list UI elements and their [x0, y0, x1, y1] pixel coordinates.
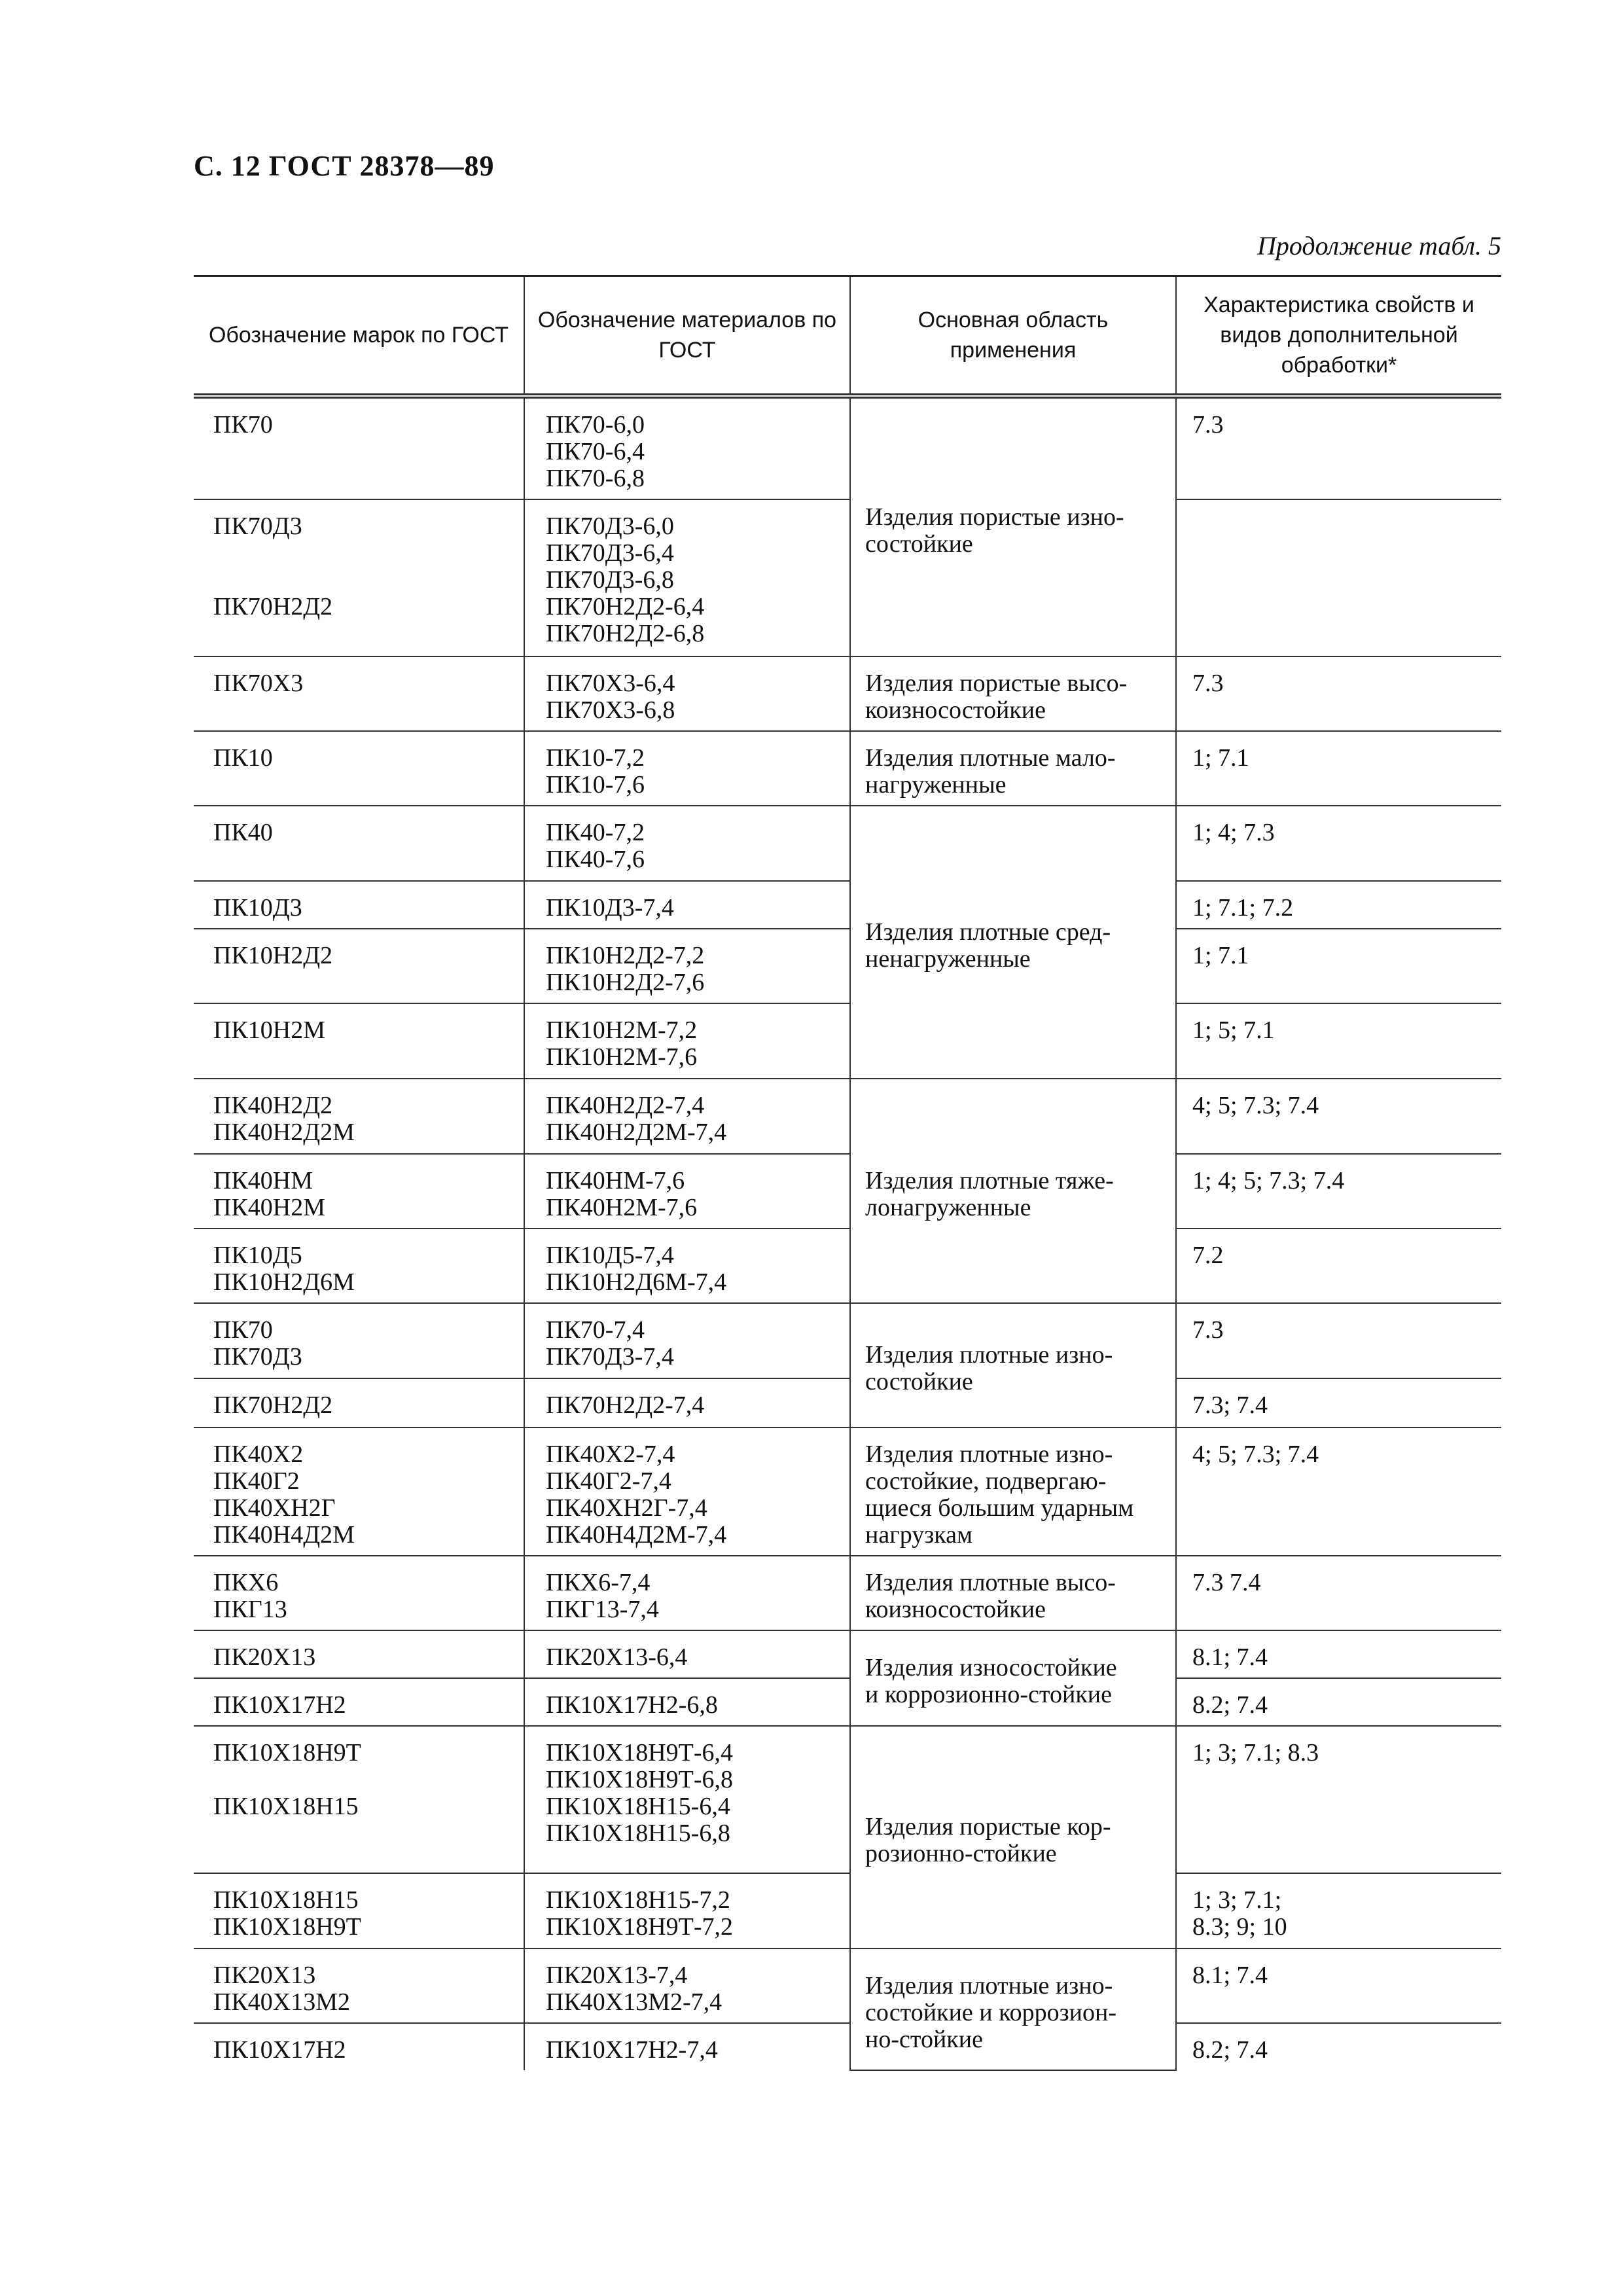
mark-cell: ПК70Д3 ПК70Н2Д2	[194, 499, 524, 656]
table-row	[194, 929, 1501, 1003]
materials-cell: ПК10Н2М-7,2 ПК10Н2М-7,6	[524, 1003, 850, 1079]
table-row	[194, 1154, 1501, 1229]
materials-cell: ПК10Х17Н2-6,8	[524, 1678, 850, 1726]
properties-cell: 4; 5; 7.3; 7.4	[1176, 1427, 1501, 1556]
table-row	[194, 1229, 1501, 1303]
properties-cell: 7.3 7.4	[1176, 1556, 1501, 1630]
application-text: Изделия плотные изно- состойкие	[865, 1341, 1113, 1395]
mark-cell: ПК20Х13 ПК40Х13М2	[194, 1948, 524, 2023]
column-header-materials: Обозначение материалов по ГОСТ	[524, 276, 850, 397]
materials-cell: ПК10-7,2 ПК10-7,6	[524, 731, 850, 806]
table-row	[194, 806, 1501, 881]
properties-cell: 8.2; 7.4	[1176, 2023, 1501, 2070]
column-header-application: Основная область применения	[850, 276, 1176, 397]
table-row	[194, 396, 1501, 499]
properties-cell: 7.3; 7.4	[1176, 1378, 1501, 1427]
table-row	[194, 731, 1501, 806]
column-header-mark: Обозначение марок по ГОСТ	[194, 276, 524, 397]
materials-cell: ПК10Д3-7,4	[524, 881, 850, 929]
materials-cell: ПК70Н2Д2-7,4	[524, 1378, 850, 1427]
page-header: С. 12 ГОСТ 28378—89	[194, 150, 495, 182]
application-text: Изделия плотные мало- нагруженные	[865, 744, 1116, 798]
application-cell	[850, 656, 1176, 731]
table-row	[194, 881, 1501, 929]
properties-cell: 1; 4; 7.3	[1176, 806, 1501, 881]
mark-cell: ПК10Н2Д2	[194, 929, 524, 1003]
mark-cell: ПК10Н2М	[194, 1003, 524, 1079]
table-row	[194, 1003, 1501, 1079]
application-cell	[850, 1948, 1176, 2070]
materials-cell: ПК40Х2-7,4 ПК40Г2-7,4 ПК40ХН2Г-7,4 ПК40Н4Д2М-7,4	[524, 1427, 850, 1556]
mark-cell: ПК10Х18Н15 ПК10Х18Н9Т	[194, 1873, 524, 1948]
properties-cell: 8.1; 7.4	[1176, 1948, 1501, 2023]
application-text: Изделия плотные тяже- лонагруженные	[865, 1166, 1114, 1221]
application-text: Изделия плотные высо- коизносостойкие	[865, 1569, 1116, 1623]
mark-cell: ПК10	[194, 731, 524, 806]
table-row	[194, 1556, 1501, 1630]
materials-cell: ПК20Х13-6,4	[524, 1630, 850, 1678]
column-header-properties: Характеристика свойств и видов дополнительной обработки*	[1176, 276, 1501, 397]
mark-cell: ПК40Х2 ПК40Г2 ПК40ХН2Г ПК40Н4Д2М	[194, 1427, 524, 1556]
properties-cell: 1; 7.1	[1176, 731, 1501, 806]
application-text: Изделия износостойкие и коррозионно-стойкие	[865, 1654, 1117, 1708]
properties-cell: 4; 5; 7.3; 7.4	[1176, 1079, 1501, 1154]
materials-cell: ПК10Х18Н9Т-6,4 ПК10Х18Н9Т-6,8 ПК10Х18Н15-6,4 ПК10Х18Н15-6,8	[524, 1726, 850, 1873]
application-cell	[850, 731, 1176, 806]
application-cell	[850, 1427, 1176, 1556]
mark-cell: ПК20Х13	[194, 1630, 524, 1678]
materials-cell: ПК40НМ-7,6 ПК40Н2М-7,6	[524, 1154, 850, 1229]
table-header-row	[194, 276, 1501, 397]
materials-cell: ПК70-7,4 ПК70Д3-7,4	[524, 1303, 850, 1378]
materials-table	[194, 275, 1501, 2071]
properties-cell: 1; 4; 5; 7.3; 7.4	[1176, 1154, 1501, 1229]
mark-cell: ПК40НМ ПК40Н2М	[194, 1154, 524, 1229]
application-cell	[850, 1303, 1176, 1427]
materials-cell: ПК10Н2Д2-7,2 ПК10Н2Д2-7,6	[524, 929, 850, 1003]
mark-cell: ПК40	[194, 806, 524, 881]
application-text: Изделия пористые высо- коизносостойкие	[865, 670, 1128, 724]
mark-cell: ПК70Н2Д2	[194, 1378, 524, 1427]
properties-cell: 7.3	[1176, 396, 1501, 499]
table-row	[194, 656, 1501, 731]
properties-cell: 7.2	[1176, 1229, 1501, 1303]
application-text: Изделия пористые изно- состойкие	[865, 503, 1124, 558]
properties-cell: 7.3	[1176, 1303, 1501, 1378]
properties-cell: 8.1; 7.4	[1176, 1630, 1501, 1678]
properties-cell: 1; 7.1	[1176, 929, 1501, 1003]
table-row	[194, 1303, 1501, 1378]
properties-cell: 1; 3; 7.1; 8.3	[1176, 1726, 1501, 1873]
materials-cell: ПК10Х18Н15-7,2 ПК10Х18Н9Т-7,2	[524, 1873, 850, 1948]
table-row	[194, 1726, 1501, 1873]
mark-cell: ПК10Х18Н9Т ПК10Х18Н15	[194, 1726, 524, 1873]
mark-cell: ПК10Х17Н2	[194, 1678, 524, 1726]
mark-cell: ПК70	[194, 396, 524, 499]
table-row	[194, 1873, 1501, 1948]
application-text: Изделия плотные сред- ненагруженные	[865, 918, 1111, 973]
application-text: Изделия плотные изно- состойкие, подвергаю- щиеся большим ударным нагрузкам	[865, 1441, 1134, 1549]
table-continuation-label: Продолжение табл. 5	[1257, 231, 1501, 260]
application-cell	[850, 1726, 1176, 1948]
table-row	[194, 1079, 1501, 1154]
application-cell	[850, 1079, 1176, 1303]
application-text: Изделия пористые кор- розионно-стойкие	[865, 1813, 1111, 1867]
table-row	[194, 1378, 1501, 1427]
table-row	[194, 1630, 1501, 1678]
materials-cell: ПК40-7,2 ПК40-7,6	[524, 806, 850, 881]
application-cell	[850, 396, 1176, 656]
properties-cell: 1; 5; 7.1	[1176, 1003, 1501, 1079]
mark-cell: ПК70Х3	[194, 656, 524, 731]
materials-cell: ПК70Д3-6,0 ПК70Д3-6,4 ПК70Д3-6,8 ПК70Н2Д2-6,4 ПК70Н2Д2-6,8	[524, 499, 850, 656]
application-text: Изделия плотные изно- состойкие и коррозион- но-стойкие	[865, 1971, 1116, 2053]
mark-cell: ПК10Д5 ПК10Н2Д6М	[194, 1229, 524, 1303]
materials-cell: ПК70-6,0 ПК70-6,4 ПК70-6,8	[524, 396, 850, 499]
table-row	[194, 499, 1501, 656]
mark-cell: ПК70 ПК70Д3	[194, 1303, 524, 1378]
properties-cell: 1; 7.1; 7.2	[1176, 881, 1501, 929]
table-row	[194, 1427, 1501, 1556]
mark-cell: ПК40Н2Д2 ПК40Н2Д2М	[194, 1079, 524, 1154]
application-cell	[850, 1556, 1176, 1630]
mark-cell: ПК10Х17Н2	[194, 2023, 524, 2070]
properties-cell	[1176, 499, 1501, 656]
application-cell	[850, 1630, 1176, 1726]
properties-cell: 7.3	[1176, 656, 1501, 731]
application-cell	[850, 806, 1176, 1079]
materials-cell: ПК20Х13-7,4 ПК40Х13М2-7,4	[524, 1948, 850, 2023]
table-row	[194, 1678, 1501, 1726]
materials-cell: ПКХ6-7,4 ПКГ13-7,4	[524, 1556, 850, 1630]
table-row	[194, 2023, 1501, 2070]
table-row	[194, 1948, 1501, 2023]
materials-cell: ПК40Н2Д2-7,4 ПК40Н2Д2М-7,4	[524, 1079, 850, 1154]
properties-cell: 8.2; 7.4	[1176, 1678, 1501, 1726]
mark-cell: ПКХ6 ПКГ13	[194, 1556, 524, 1630]
mark-cell: ПК10Д3	[194, 881, 524, 929]
properties-cell: 1; 3; 7.1; 8.3; 9; 10	[1176, 1873, 1501, 1948]
materials-cell: ПК10Х17Н2-7,4	[524, 2023, 850, 2070]
materials-cell: ПК70Х3-6,4 ПК70Х3-6,8	[524, 656, 850, 731]
materials-cell: ПК10Д5-7,4 ПК10Н2Д6М-7,4	[524, 1229, 850, 1303]
